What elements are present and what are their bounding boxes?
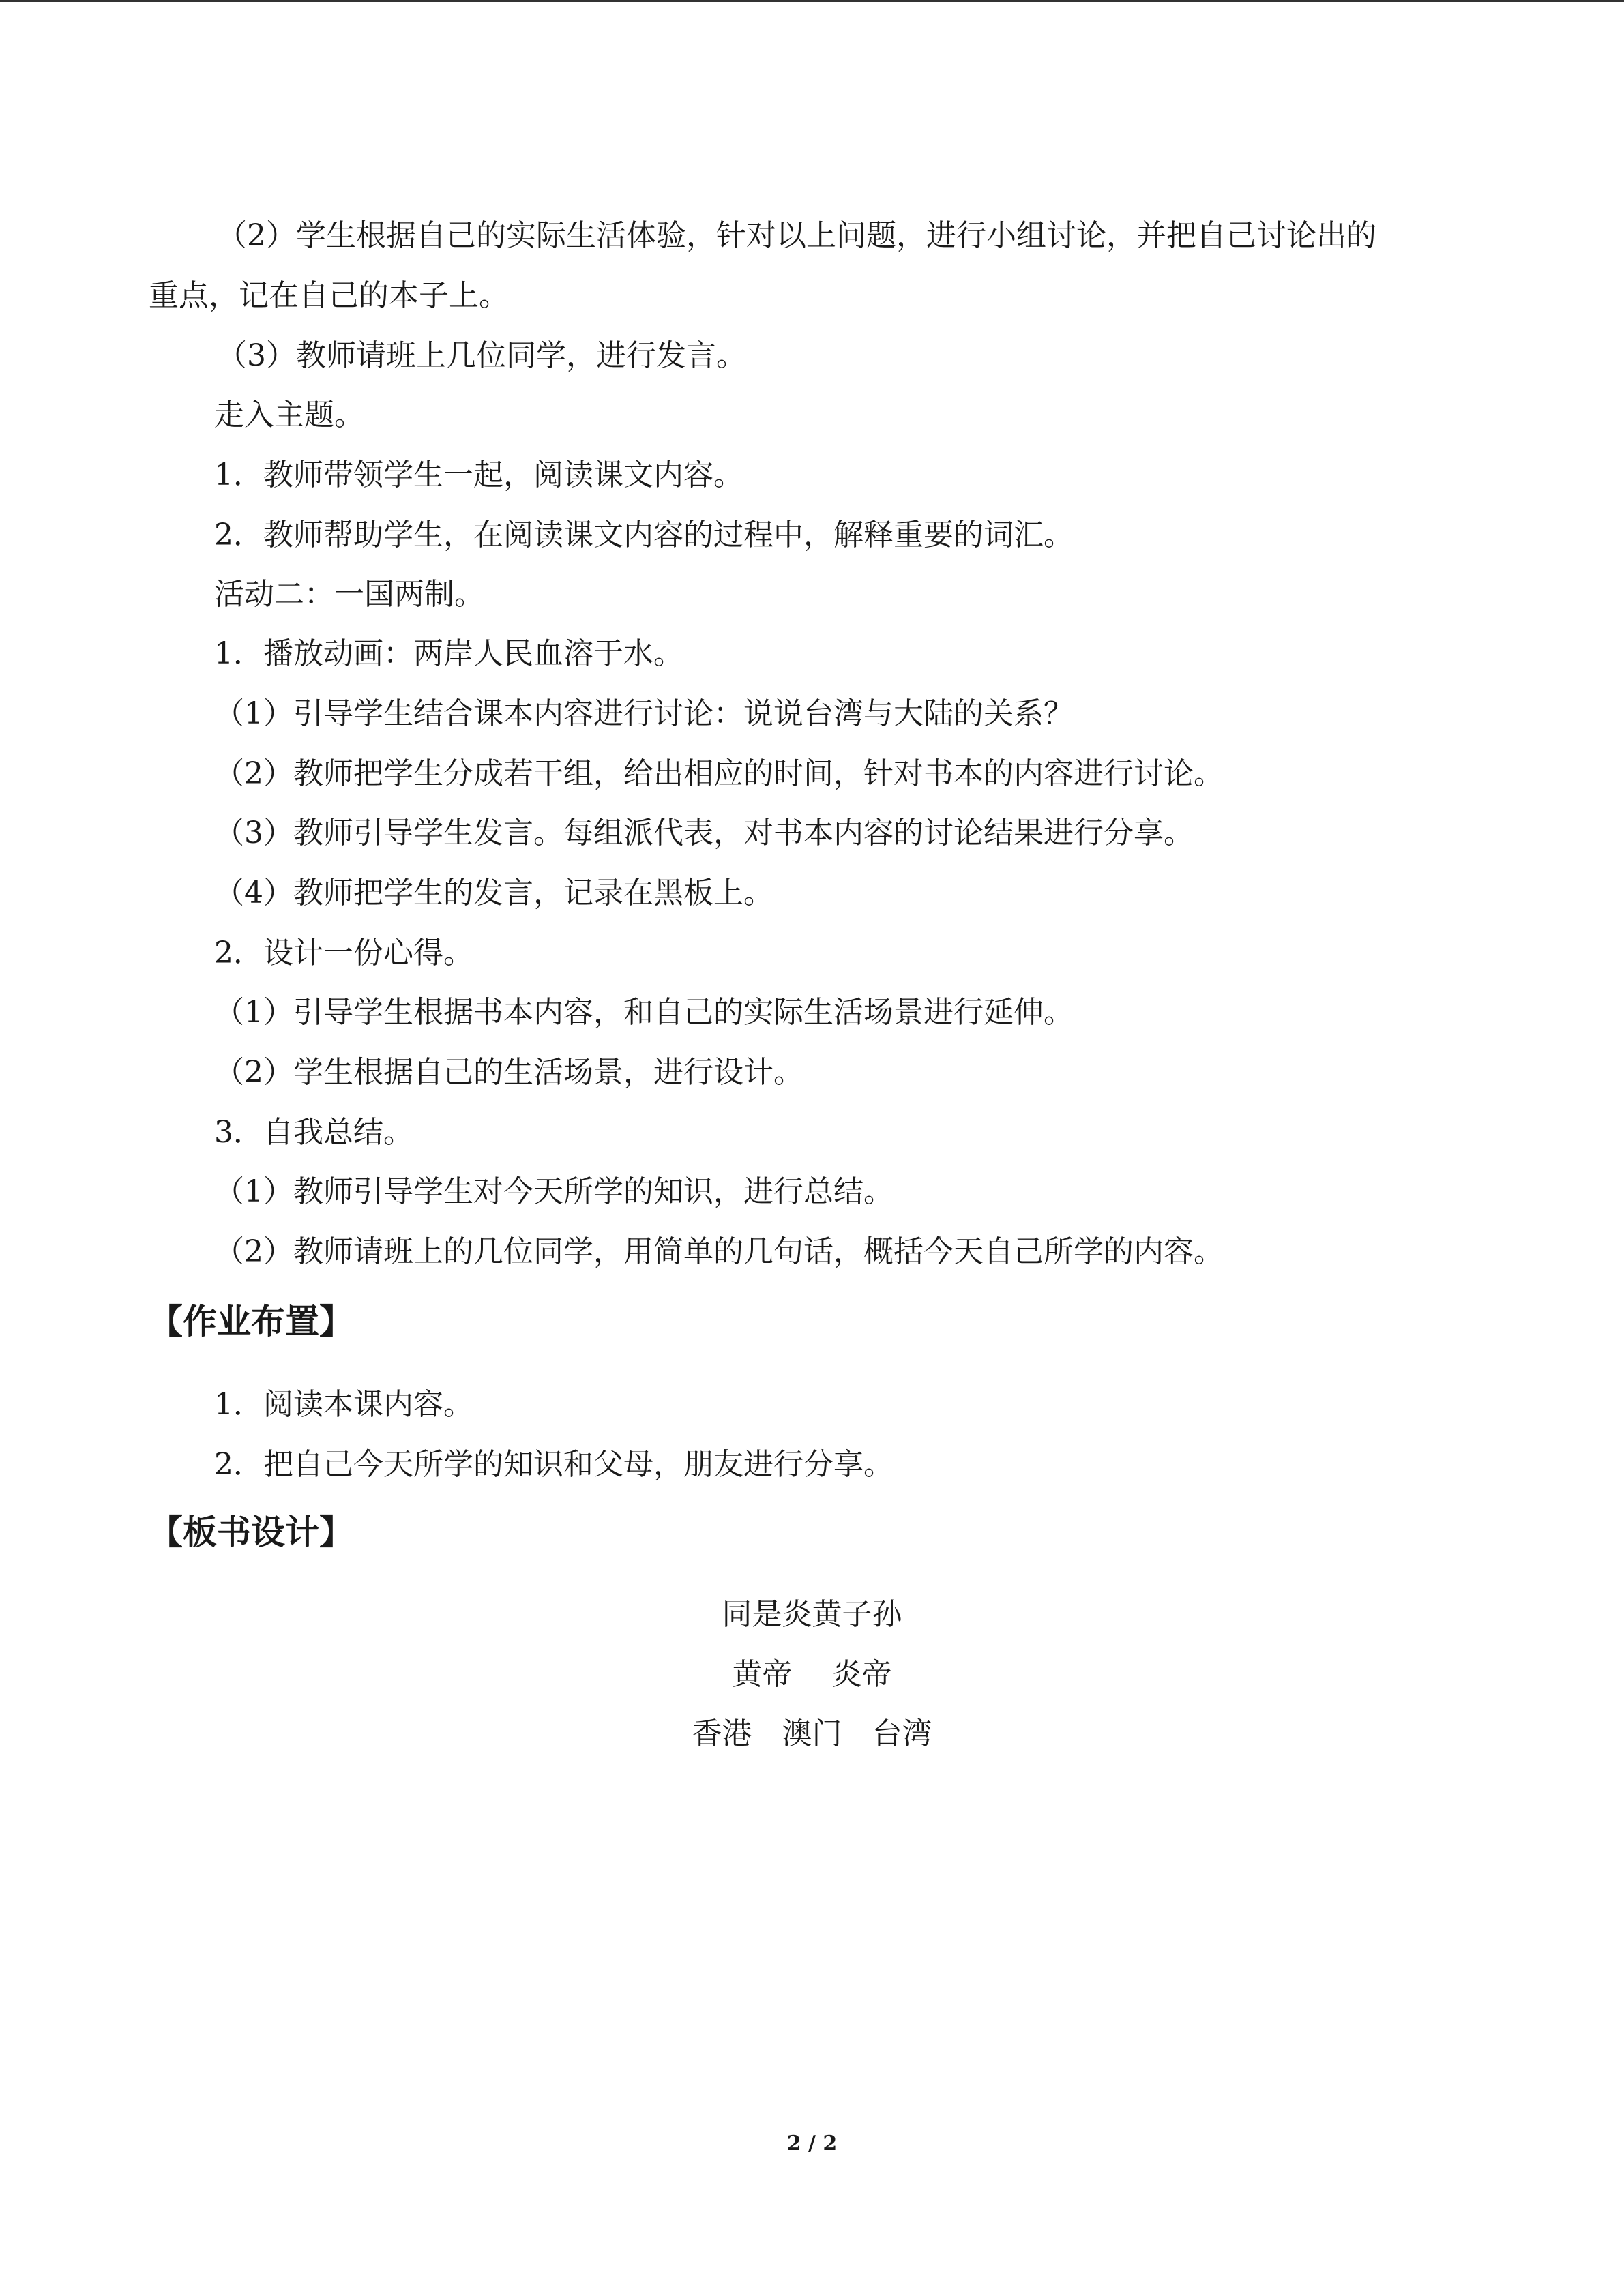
paragraph: 1．教师带领学生一起，阅读课文内容。 — [214, 458, 743, 492]
paragraph: （4）教师把学生的发言，记录在黑板上。 — [214, 876, 773, 910]
paragraph: 2．教师帮助学生，在阅读课文内容的过程中，解释重要的词汇。 — [214, 518, 1074, 552]
section-heading-board-design: 【板书设计】 — [149, 1512, 353, 1552]
paragraph: （1）教师引导学生对今天所学的知识，进行总结。 — [214, 1174, 894, 1209]
paragraph: 2．设计一份心得。 — [214, 936, 473, 970]
homework-item: 2．把自己今天所学的知识和父母，朋友进行分享。 — [214, 1447, 894, 1482]
board-line: 同是炎黄子孙 — [722, 1597, 902, 1632]
paragraph: （3）教师引导学生发言。每组派代表，对书本内容的讨论结果进行分享。 — [214, 816, 1194, 850]
board-line: 香港 澳门 台湾 — [692, 1716, 932, 1751]
paragraph: （3）教师请班上几位同学，进行发言。 — [217, 338, 746, 373]
paragraph: （2）教师请班上的几位同学，用简单的几句话，概括今天自己所学的内容。 — [214, 1234, 1224, 1269]
paragraph: 1．播放动画：两岸人民血溶于水。 — [214, 636, 683, 671]
paragraph: （2）教师把学生分成若干组，给出相应的时间，针对书本的内容进行讨论。 — [214, 756, 1224, 791]
paragraph: 重点，记在自己的本子上。 — [149, 278, 509, 313]
paragraph: （1）引导学生根据书本内容，和自己的实际生活场景进行延伸。 — [214, 995, 1074, 1030]
top-border — [0, 0, 1624, 2]
board-line: 黄帝 炎帝 — [732, 1657, 892, 1692]
paragraph: （2）学生根据自己的实际生活体验，针对以上问题，进行小组讨论，并把自己讨论出的 — [217, 218, 1376, 253]
paragraph: 走入主题。 — [214, 398, 364, 432]
paragraph: 3．自我总结。 — [214, 1115, 413, 1150]
paragraph: （2）学生根据自己的生活场景，进行设计。 — [214, 1055, 803, 1090]
homework-item: 1．阅读本课内容。 — [214, 1387, 473, 1422]
page-number: 2 / 2 — [786, 2132, 838, 2156]
paragraph: 活动二：一国两制。 — [214, 577, 484, 612]
paragraph: （1）引导学生结合课本内容进行讨论：说说台湾与大陆的关系？ — [214, 696, 1074, 731]
section-heading-homework: 【作业布置】 — [149, 1302, 353, 1341]
